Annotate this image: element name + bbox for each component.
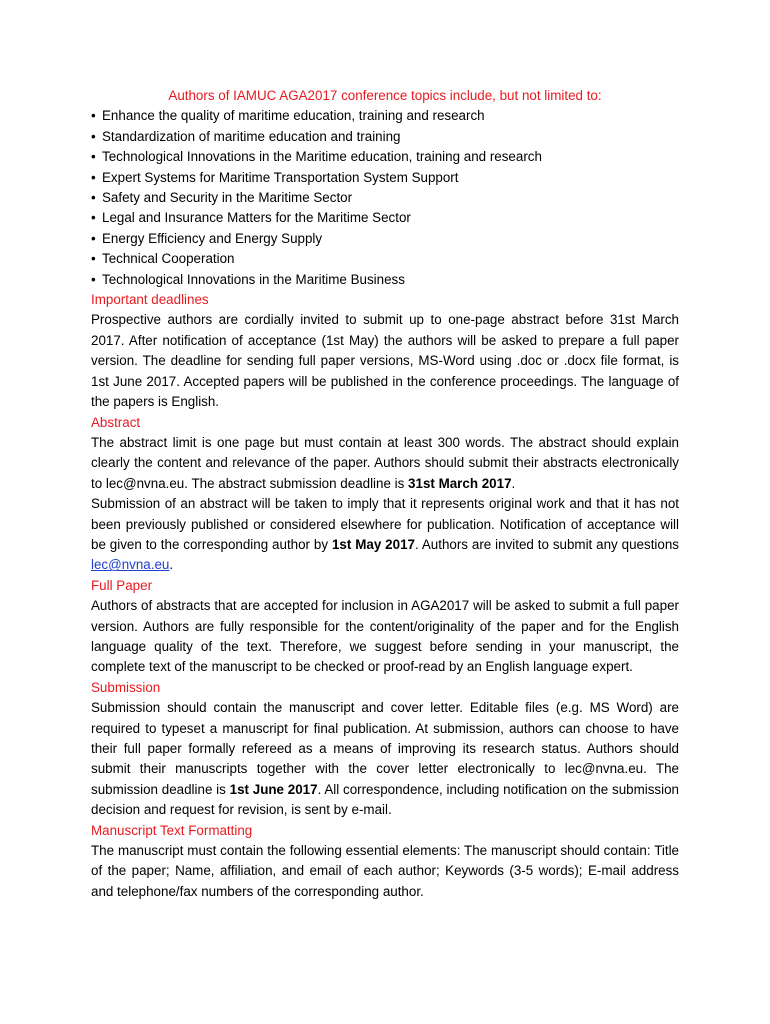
list-item: • Enhance the quality of maritime education, training and research	[91, 106, 679, 126]
abstract-paragraph-1: The abstract limit is one page but must contain at least 300 words. The abstract should explain clearly the content and relevance of the paper. Authors should submit their abstracts electronically to lec@nvna.eu. The abstract submission deadline is 31st March 2017.	[91, 434, 679, 491]
abstract-deadline: 31st March 2017	[408, 475, 512, 491]
notification-date: 1st May 2017	[331, 536, 415, 552]
submission-paragraph: Submission should contain the manuscript and cover letter. Editable files (e.g. MS Word) are required to typeset a manuscript for final publication. At submission, authors can choose to have their full paper formally refereed as a means of improving its research status. Authors should submit their manuscripts together with the cover letter electronically to lec@nvna.eu. The submission deadline is 1st June 2017. All correspondence, including notification on the submission decision and request for revision, is sent by e-mail.	[91, 700, 679, 818]
deadlines-paragraph: Prospective authors are cordially invited to submit up to one-page abstract before 31st March 2017. After notification of acceptance (1st May) the authors will be asked to prepare a full paper version. The deadline for sending full paper versions, MS-Word using .doc or .docx file format, is 1st June 2017. Accepted papers will be published in the conference proceedings. The language of the papers is English.	[91, 312, 679, 410]
formatting-paragraph: The manuscript must contain the following essential elements: The manuscript should contain: Title of the paper; Name, affiliation, and email of each author; Keywords (3-5 words); E-mail address and telephone/fax numbers of the corresponding author.	[91, 843, 679, 899]
submission-deadline: 1st June 2017	[229, 781, 318, 797]
intro-heading: Authors of IAMUC AGA2017 conference topics include, but not limited to:	[168, 88, 602, 103]
bullet-icon: •	[91, 271, 96, 287]
list-item: • Expert Systems for Maritime Transportation System Support	[91, 168, 679, 188]
full-paper-paragraph: Authors of abstracts that are accepted for inclusion in AGA2017 will be asked to submit a full paper version. Authors are fully responsible for the content/originality of the paper and for the English language quality of the text. Therefore, we suggest before sending in your manuscript, the complete text of the manuscript to be checked or proof-read by an English language expert.	[91, 598, 679, 675]
list-item: • Energy Efficiency and Energy Supply	[91, 229, 679, 249]
list-item: • Technological Innovations in the Maritime Business	[91, 270, 679, 290]
bullet-icon: •	[91, 251, 96, 267]
list-item: • Standardization of maritime education and training	[91, 127, 679, 147]
bullet-icon: •	[91, 149, 96, 165]
bullet-icon: •	[91, 169, 96, 185]
bullet-icon: •	[91, 210, 96, 226]
formatting-heading: Manuscript Text Formatting	[91, 822, 253, 838]
bullet-icon: •	[91, 128, 96, 144]
bullet-icon: •	[91, 190, 96, 206]
bullet-icon: •	[91, 230, 96, 246]
submission-heading: Submission	[91, 679, 161, 695]
full-paper-heading: Full Paper	[91, 577, 153, 593]
bullet-icon: •	[91, 108, 96, 124]
deadlines-heading: Important deadlines	[91, 292, 209, 308]
list-item: • Safety and Security in the Maritime Sector	[91, 188, 679, 208]
list-item: • Legal and Insurance Matters for the Maritime Sector	[91, 208, 679, 228]
abstract-heading: Abstract	[91, 414, 141, 430]
document-page	[91, 86, 679, 902]
list-item: • Technical Cooperation	[91, 249, 679, 269]
topics-list	[91, 106, 679, 290]
contact-email-link[interactable]: lec@nvna.eu	[91, 557, 170, 573]
list-item: • Technological Innovations in the Maritime education, training and research	[91, 147, 679, 167]
abstract-paragraph-2: Submission of an abstract will be taken to imply that it represents original work and that it has not been previously published or considered elsewhere for publication. Notification of acceptance will be given to the corresponding author by 1st May 2017. Authors are invited to submit any questions lec@nvna.eu.	[91, 496, 679, 573]
